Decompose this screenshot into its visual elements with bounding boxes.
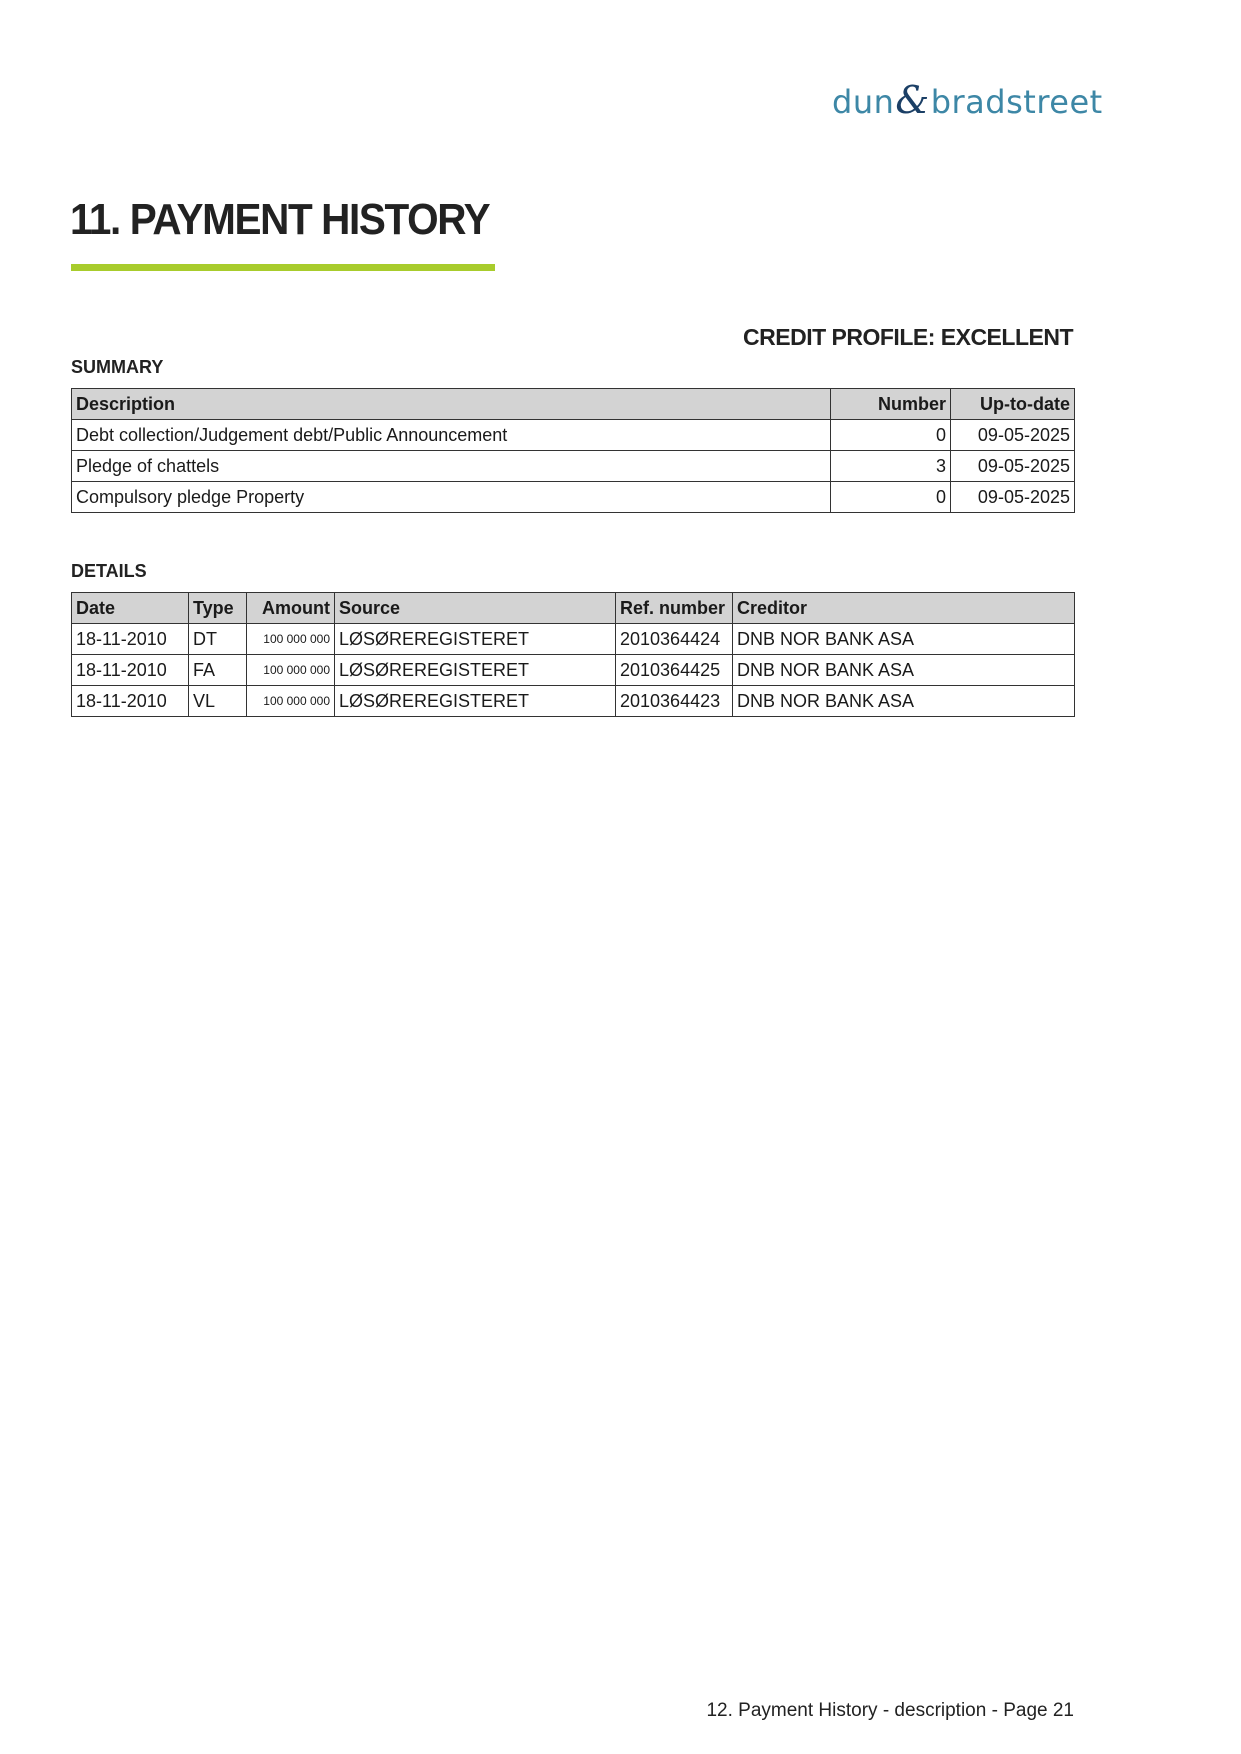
summary-number: 0	[831, 420, 951, 451]
summary-number: 0	[831, 482, 951, 513]
page-title: 11. PAYMENT HISTORY	[70, 195, 490, 244]
details-date: 18-11-2010	[72, 624, 189, 655]
details-table	[71, 592, 1075, 717]
details-col-type: Type	[189, 593, 247, 624]
details-source: LØSØREREGISTERET	[335, 686, 616, 717]
title-underline	[71, 264, 495, 271]
summary-description: Debt collection/Judgement debt/Public Announcement	[72, 420, 831, 451]
details-amount: 100 000 000	[247, 686, 335, 717]
summary-label: SUMMARY	[71, 357, 164, 377]
table-row	[72, 451, 1075, 482]
summary-col-up-to-date: Up-to-date	[951, 389, 1075, 420]
summary-col-description: Description	[72, 389, 831, 420]
details-creditor: DNB NOR BANK ASA	[733, 686, 1075, 717]
summary-description: Pledge of chattels	[72, 451, 831, 482]
details-amount: 100 000 000	[247, 655, 335, 686]
details-type: VL	[189, 686, 247, 717]
details-date: 18-11-2010	[72, 686, 189, 717]
table-row	[72, 624, 1075, 655]
details-type: DT	[189, 624, 247, 655]
details-ref-number: 2010364424	[616, 624, 733, 655]
dun-bradstreet-logo	[832, 78, 1103, 126]
details-source: LØSØREREGISTERET	[335, 655, 616, 686]
details-header-row	[72, 593, 1075, 624]
details-source: LØSØREREGISTERET	[335, 624, 616, 655]
details-date: 18-11-2010	[72, 655, 189, 686]
summary-up-to-date: 09-05-2025	[951, 482, 1075, 513]
details-col-ref-number: Ref. number	[616, 593, 733, 624]
summary-table	[71, 388, 1075, 513]
details-col-creditor: Creditor	[733, 593, 1075, 624]
summary-up-to-date: 09-05-2025	[951, 420, 1075, 451]
logo-text-bradstreet: bradstreet	[930, 83, 1103, 121]
details-creditor: DNB NOR BANK ASA	[733, 655, 1075, 686]
logo-text-dun: dun	[832, 83, 895, 121]
summary-col-number: Number	[831, 389, 951, 420]
table-row	[72, 686, 1075, 717]
logo-ampersand: &	[895, 78, 930, 122]
page-footer: 12. Payment History - description - Page 21	[706, 1700, 1074, 1721]
summary-number: 3	[831, 451, 951, 482]
details-col-amount: Amount	[247, 593, 335, 624]
table-row	[72, 420, 1075, 451]
details-col-date: Date	[72, 593, 189, 624]
table-row	[72, 655, 1075, 686]
details-creditor: DNB NOR BANK ASA	[733, 624, 1075, 655]
summary-description: Compulsory pledge Property	[72, 482, 831, 513]
details-type: FA	[189, 655, 247, 686]
summary-header-row	[72, 389, 1075, 420]
details-ref-number: 2010364423	[616, 686, 733, 717]
details-ref-number: 2010364425	[616, 655, 733, 686]
credit-profile-heading: CREDIT PROFILE: EXCELLENT	[743, 324, 1073, 350]
details-label: DETAILS	[71, 561, 147, 581]
details-amount: 100 000 000	[247, 624, 335, 655]
table-row	[72, 482, 1075, 513]
summary-up-to-date: 09-05-2025	[951, 451, 1075, 482]
details-col-source: Source	[335, 593, 616, 624]
